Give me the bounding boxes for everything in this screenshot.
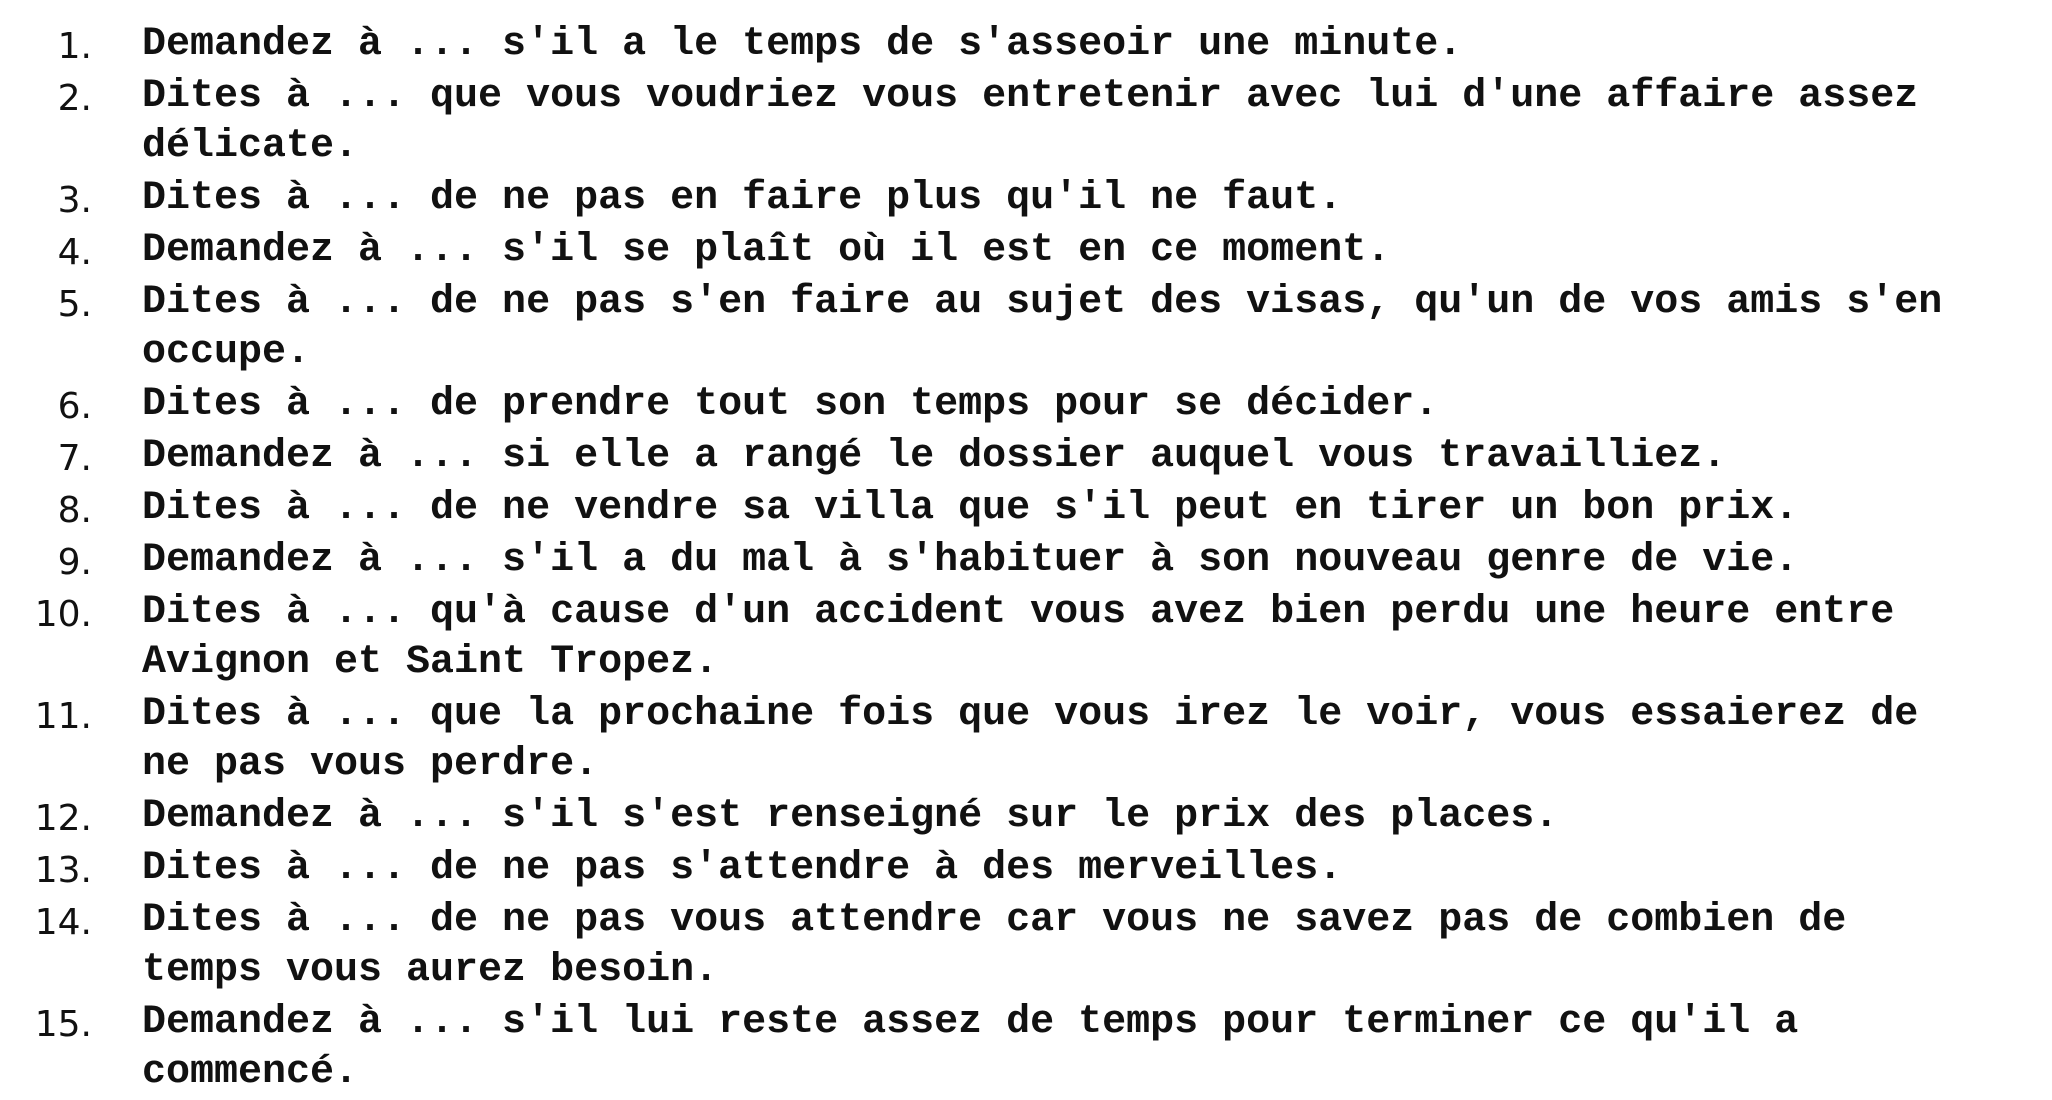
item-text-line: Dites à ... que la prochaine fois que vous irez le voir, vous essaierez de — [142, 692, 1919, 737]
list-item — [0, 998, 2040, 1098]
item-text-line: ne pas vous perdre. — [142, 742, 599, 787]
list-item — [0, 484, 2040, 534]
item-number: 8. — [57, 490, 92, 531]
item-text-line: Dites à ... de ne pas s'attendre à des merveilles. — [142, 846, 1343, 891]
item-text-line: Demandez à ... s'il s'est renseigné sur le prix des places. — [142, 794, 1559, 839]
item-text-line: Dites à ... de ne pas vous attendre car vous ne savez pas de combien de — [142, 898, 1847, 943]
item-text-line: Dites à ... de ne pas s'en faire au sujet des visas, qu'un de vos amis s'en — [142, 280, 1943, 325]
item-number: 3. — [57, 180, 92, 221]
item-number: 11. — [34, 696, 92, 737]
list-item — [0, 432, 2040, 482]
item-number: 7. — [57, 438, 92, 479]
item-number: 14. — [34, 902, 92, 943]
list-item — [0, 380, 2040, 430]
item-number: 10. — [34, 594, 92, 635]
item-text-line: commencé. — [142, 1050, 359, 1095]
list-item — [0, 72, 2040, 172]
list-item — [0, 792, 2040, 842]
item-text-line: Demandez à ... s'il a du mal à s'habituer à son nouveau genre de vie. — [142, 538, 1799, 583]
item-text-line: Avignon et Saint Tropez. — [142, 640, 719, 685]
list-item — [0, 844, 2040, 894]
item-number: 15. — [34, 1004, 92, 1045]
list-item — [0, 174, 2040, 224]
list-item — [0, 226, 2040, 276]
item-number: 13. — [34, 850, 92, 891]
item-number: 2. — [57, 78, 92, 119]
list-item — [0, 690, 2040, 790]
list-item — [0, 536, 2040, 586]
item-text-line: occupe. — [142, 330, 311, 375]
item-text-line: Demandez à ... s'il se plaît où il est en ce moment. — [142, 228, 1391, 273]
item-text-line: Dites à ... de ne vendre sa villa que s'il peut en tirer un bon prix. — [142, 486, 1799, 531]
item-text-line: Dites à ... de prendre tout son temps pour se décider. — [142, 382, 1439, 427]
item-number: 4. — [57, 232, 92, 273]
list-item — [0, 896, 2040, 996]
list-item — [0, 20, 2040, 70]
item-text-line: Demandez à ... s'il a le temps de s'asseoir une minute. — [142, 22, 1463, 67]
list-item — [0, 588, 2040, 688]
item-text-line: Dites à ... de ne pas en faire plus qu'il ne faut. — [142, 176, 1343, 221]
exercise-list — [0, 20, 2040, 1100]
item-number: 5. — [57, 284, 92, 325]
item-text-line: Dites à ... que vous voudriez vous entretenir avec lui d'une affaire assez — [142, 74, 1919, 119]
item-number: 12. — [34, 798, 92, 839]
item-number: 6. — [57, 386, 92, 427]
list-item — [0, 278, 2040, 378]
item-number: 9. — [57, 542, 92, 583]
item-text-line: temps vous aurez besoin. — [142, 948, 719, 993]
item-text-line: Demandez à ... s'il lui reste assez de temps pour terminer ce qu'il a — [142, 1000, 1799, 1045]
item-number: 1. — [57, 26, 92, 67]
item-text-line: Dites à ... qu'à cause d'un accident vous avez bien perdu une heure entre — [142, 590, 1895, 635]
item-text-line: délicate. — [142, 124, 359, 169]
item-text-line: Demandez à ... si elle a rangé le dossier auquel vous travailliez. — [142, 434, 1727, 479]
